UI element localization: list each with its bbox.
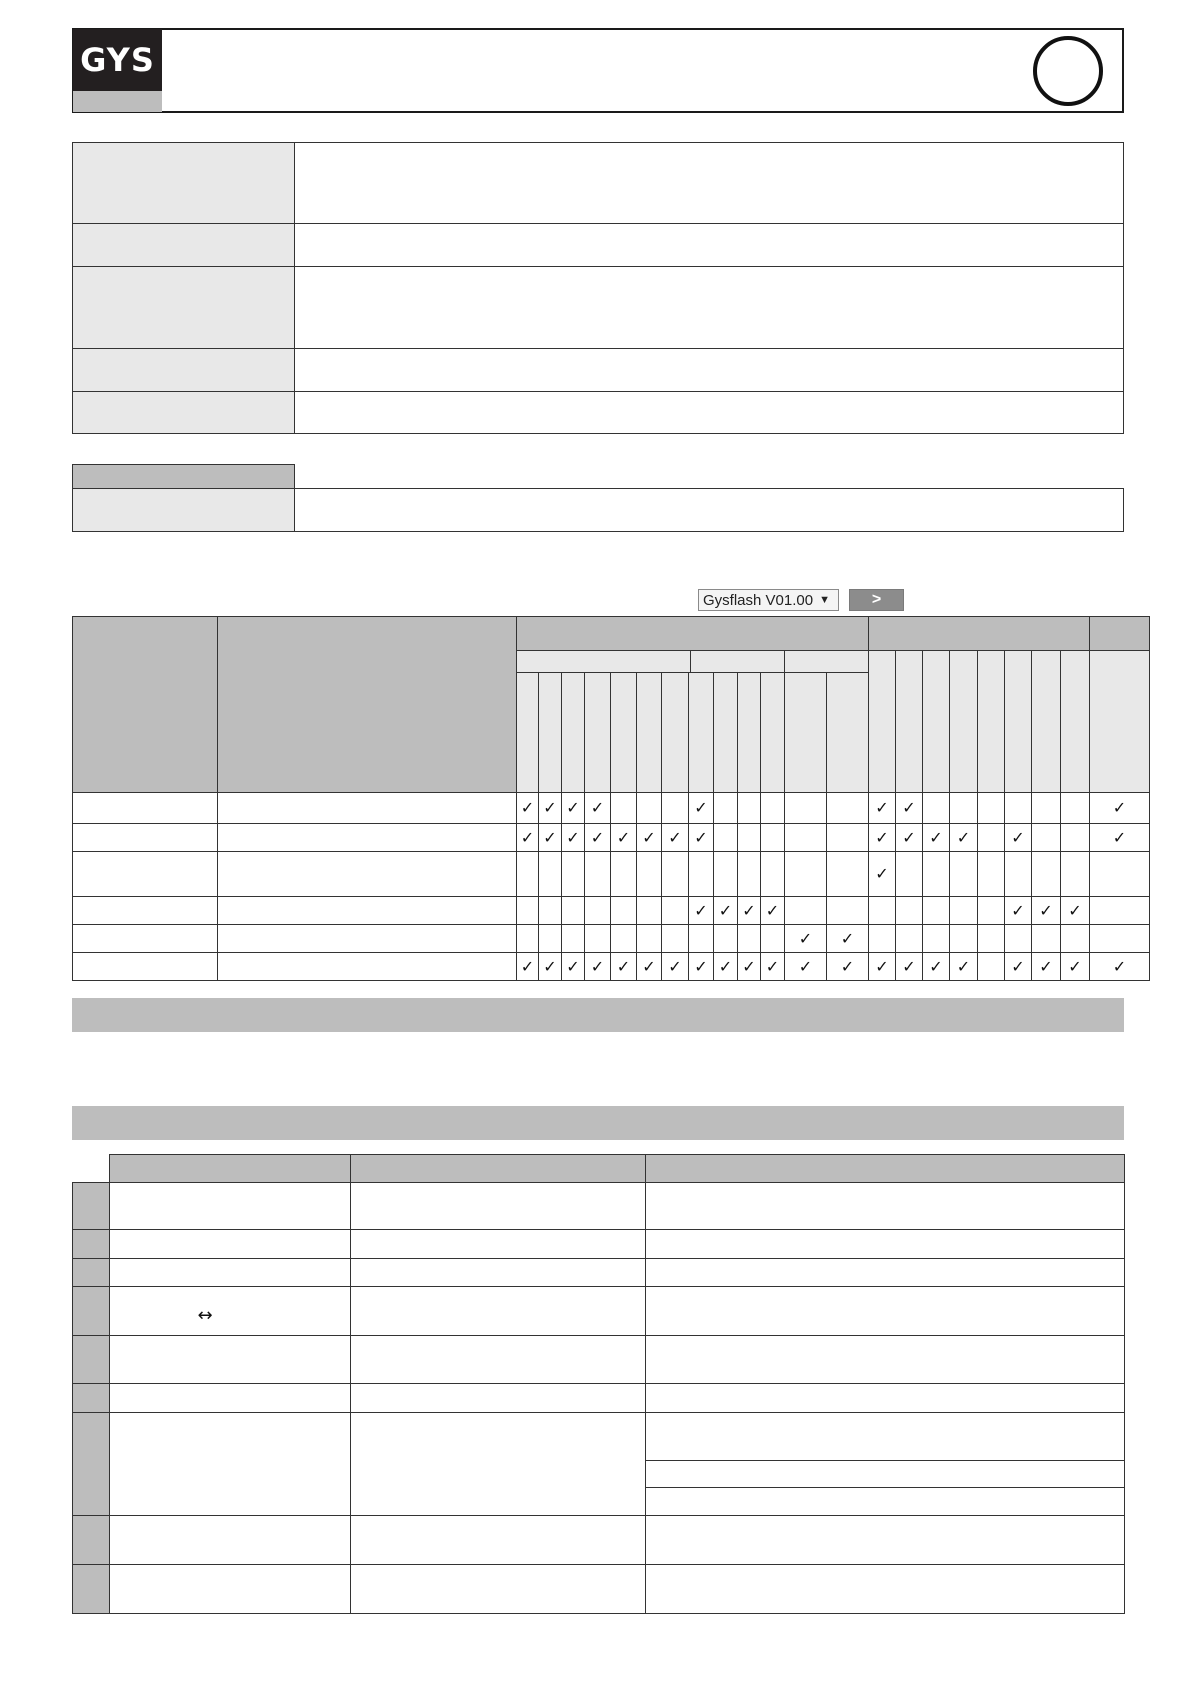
compat-cell xyxy=(538,924,562,953)
bottom-row-7-subrow-3 xyxy=(645,1487,1125,1516)
bottom-row-9-col-1 xyxy=(109,1564,351,1614)
check-icon: ✓ xyxy=(566,827,580,847)
gys-logo xyxy=(73,29,162,112)
compat-cell xyxy=(826,823,869,852)
compat-cell xyxy=(538,851,562,897)
compat-cell xyxy=(610,952,637,981)
bottom-row-4-index xyxy=(72,1286,110,1336)
compat-cell xyxy=(737,896,761,925)
info-value-cell-5 xyxy=(294,391,1124,434)
compat-cell xyxy=(949,851,978,897)
check-icon: ✓ xyxy=(543,956,557,976)
compat-cell xyxy=(561,851,585,897)
compat-cell xyxy=(760,896,785,925)
bottom-row-6-col-2 xyxy=(350,1383,646,1413)
compat-cell xyxy=(895,851,923,897)
bottom-row-8-col-3 xyxy=(645,1515,1125,1565)
compat-cell xyxy=(977,924,1005,953)
compat-cell xyxy=(688,792,714,824)
bottom-row-3-col-3 xyxy=(645,1258,1125,1287)
bottom-row-8-col-2 xyxy=(350,1515,646,1565)
compat-cell xyxy=(713,952,738,981)
info-label-cell-1 xyxy=(72,142,295,224)
compat-cell xyxy=(1060,823,1090,852)
compat-cell xyxy=(868,952,896,981)
compat-col-header-6 xyxy=(636,672,662,793)
compat-cell xyxy=(826,896,869,925)
compat-cell xyxy=(713,792,738,824)
compat-cell xyxy=(516,896,539,925)
compat-col-header-7 xyxy=(661,672,689,793)
compat-cell xyxy=(922,896,950,925)
check-icon: ✓ xyxy=(520,798,535,817)
compat-group-header-3 xyxy=(1089,616,1150,651)
compat-cell xyxy=(1031,792,1061,824)
section-band-1 xyxy=(72,998,1124,1032)
check-icon: ✓ xyxy=(1011,827,1025,847)
bottom-row-9-col-2 xyxy=(350,1564,646,1614)
compat-col-header-9 xyxy=(713,672,738,793)
bottom-row-9-index xyxy=(72,1564,110,1614)
compat-cell xyxy=(516,792,539,824)
compat-cell xyxy=(610,896,637,925)
compat-cell xyxy=(713,896,738,925)
compat-col-header-13 xyxy=(826,672,869,793)
check-icon: ✓ xyxy=(718,900,733,920)
compat-cell xyxy=(949,896,978,925)
compat-cell xyxy=(784,823,827,852)
check-icon: ✓ xyxy=(642,956,656,976)
bottom-row-7-index xyxy=(72,1412,110,1516)
check-icon: ✓ xyxy=(956,827,971,847)
bottom-row-5-index xyxy=(72,1335,110,1384)
bottom-row-8-col-1 xyxy=(109,1515,351,1565)
compat-cell xyxy=(636,924,662,953)
check-icon: ✓ xyxy=(590,798,605,817)
version-select-value: Gysflash V01.00 xyxy=(703,591,814,609)
compat-cell xyxy=(949,924,978,953)
compat-col-header-1 xyxy=(516,672,539,793)
check-icon: ✓ xyxy=(1011,956,1025,976)
compat-cell xyxy=(1089,952,1150,981)
check-icon: ✓ xyxy=(1112,956,1127,976)
compat-col-header-g2-8 xyxy=(1060,650,1090,793)
compat-cell xyxy=(538,792,562,824)
compat-cell xyxy=(1031,896,1061,925)
compat-cell xyxy=(516,851,539,897)
compat-row-1-description xyxy=(217,792,517,824)
compat-cell xyxy=(868,924,896,953)
bottom-header-col-2 xyxy=(350,1154,646,1183)
compat-cell xyxy=(661,851,689,897)
compat-row-5-description xyxy=(217,924,517,953)
info-value-cell-3 xyxy=(294,266,1124,349)
check-icon: ✓ xyxy=(520,827,535,847)
check-icon: ✓ xyxy=(668,827,682,847)
check-icon: ✓ xyxy=(694,798,708,817)
compat-row-5-label xyxy=(72,924,218,953)
compat-cell xyxy=(977,851,1005,897)
bottom-row-8-index xyxy=(72,1515,110,1565)
compat-cell xyxy=(636,952,662,981)
bottom-row-4-col-1 xyxy=(109,1286,351,1336)
check-icon: ✓ xyxy=(642,827,656,847)
compat-row-4-label xyxy=(72,896,218,925)
bottom-row-3-index xyxy=(72,1258,110,1287)
bottom-row-6-col-3 xyxy=(645,1383,1125,1413)
compat-cell xyxy=(784,851,827,897)
compat-row-2-description xyxy=(217,823,517,852)
compat-cell xyxy=(1031,851,1061,897)
check-icon: ✓ xyxy=(1011,900,1025,920)
compat-col-header-g2-4 xyxy=(949,650,978,793)
bottom-row-3-col-2 xyxy=(350,1258,646,1287)
compat-col-header-3 xyxy=(561,672,585,793)
compat-cell xyxy=(636,823,662,852)
bottom-row-1-col-2 xyxy=(350,1182,646,1230)
compat-cell xyxy=(1004,924,1032,953)
compat-cell xyxy=(868,896,896,925)
header-frame xyxy=(72,28,1124,113)
check-icon: ✓ xyxy=(929,956,943,976)
compat-cell xyxy=(561,823,585,852)
compat-cell xyxy=(584,823,611,852)
compat-col-header-12 xyxy=(784,672,827,793)
compat-cell xyxy=(636,896,662,925)
check-icon: ✓ xyxy=(616,956,631,976)
check-icon: ✓ xyxy=(929,827,943,847)
compat-cell xyxy=(1060,792,1090,824)
bottom-header-col-1 xyxy=(109,1154,351,1183)
check-icon: ✓ xyxy=(875,956,889,976)
check-icon: ✓ xyxy=(902,798,916,817)
info-label-cell-3 xyxy=(72,266,295,349)
compat-col-header-11 xyxy=(760,672,785,793)
compat-cell xyxy=(868,792,896,824)
compat-cell xyxy=(1004,792,1032,824)
compat-cell xyxy=(636,851,662,897)
compat-col-header-10 xyxy=(737,672,761,793)
compat-cell xyxy=(737,792,761,824)
compat-cell xyxy=(1004,823,1032,852)
version-select[interactable] xyxy=(698,589,839,611)
compat-cell xyxy=(737,851,761,897)
compat-cell xyxy=(661,924,689,953)
compat-cell xyxy=(1060,896,1090,925)
check-icon: ✓ xyxy=(668,956,682,976)
compat-cell xyxy=(584,851,611,897)
bottom-row-1-col-3 xyxy=(645,1182,1125,1230)
compat-cell xyxy=(922,851,950,897)
compat-cell xyxy=(610,792,637,824)
check-icon: ✓ xyxy=(543,827,557,847)
compat-cell xyxy=(1031,952,1061,981)
compat-cell xyxy=(688,823,714,852)
compat-cell xyxy=(1004,851,1032,897)
compat-cell xyxy=(610,823,637,852)
compat-subgroup-1 xyxy=(516,650,691,673)
compat-header-col-1 xyxy=(72,616,218,793)
compat-cell xyxy=(895,896,923,925)
section-band-2 xyxy=(72,1106,1124,1140)
compat-cell xyxy=(610,924,637,953)
compat-cell xyxy=(737,924,761,953)
check-icon: ✓ xyxy=(875,798,889,817)
compat-row-3-label xyxy=(72,851,218,897)
check-icon: ✓ xyxy=(1039,900,1053,920)
check-icon: ✓ xyxy=(1068,900,1082,920)
compat-cell xyxy=(1004,952,1032,981)
compat-cell xyxy=(826,851,869,897)
compat-cell xyxy=(610,851,637,897)
compat-cell xyxy=(1089,924,1150,953)
check-icon: ✓ xyxy=(694,900,708,920)
compat-cell xyxy=(949,792,978,824)
info-value-cell-2 xyxy=(294,223,1124,267)
compat-row-6-description xyxy=(217,952,517,981)
compat-cell xyxy=(561,952,585,981)
check-icon: ✓ xyxy=(875,864,889,883)
compat-col-header-g2-2 xyxy=(895,650,923,793)
bottom-row-5-col-3 xyxy=(645,1335,1125,1384)
compat-group-header-1 xyxy=(516,616,869,651)
info2-value-cell xyxy=(294,488,1124,532)
compat-cell xyxy=(826,792,869,824)
compat-cell xyxy=(1089,896,1150,925)
compat-cell xyxy=(1089,792,1150,824)
compat-cell xyxy=(922,792,950,824)
compat-group-header-2 xyxy=(868,616,1090,651)
compat-col-header-4 xyxy=(584,672,611,793)
bottom-row-7-col-1 xyxy=(109,1412,351,1516)
compat-cell xyxy=(1031,924,1061,953)
bottom-row-9-col-3 xyxy=(645,1564,1125,1614)
check-icon: ✓ xyxy=(798,928,813,948)
compat-cell xyxy=(688,952,714,981)
check-icon: ✓ xyxy=(566,956,580,976)
compat-cell xyxy=(737,952,761,981)
info-value-cell-4 xyxy=(294,348,1124,392)
compat-col-header-8 xyxy=(688,672,714,793)
bottom-row-2-index xyxy=(72,1229,110,1259)
check-icon: ✓ xyxy=(742,900,756,920)
check-icon: ✓ xyxy=(1039,956,1053,976)
compat-cell xyxy=(584,896,611,925)
compat-cell xyxy=(1060,924,1090,953)
compat-cell xyxy=(784,924,827,953)
compat-cell xyxy=(1004,896,1032,925)
compat-cell xyxy=(895,823,923,852)
bottom-row-3-col-1 xyxy=(109,1258,351,1287)
check-icon: ✓ xyxy=(798,956,813,976)
compat-cell xyxy=(977,952,1005,981)
compat-cell xyxy=(538,896,562,925)
check-icon: ✓ xyxy=(694,827,708,847)
compat-cell xyxy=(826,952,869,981)
compat-cell xyxy=(661,952,689,981)
compat-cell xyxy=(760,792,785,824)
compat-col-header-5 xyxy=(610,672,637,793)
check-icon: ✓ xyxy=(543,798,557,817)
check-icon: ✓ xyxy=(840,956,855,976)
compat-row-2-label xyxy=(72,823,218,852)
bottom-row-7-col-2 xyxy=(350,1412,646,1516)
compat-cell xyxy=(713,851,738,897)
info-label-cell-2 xyxy=(72,223,295,267)
compat-cell xyxy=(760,823,785,852)
compat-cell xyxy=(977,792,1005,824)
next-button[interactable]: > xyxy=(849,589,904,611)
compat-col-header-g2-1 xyxy=(868,650,896,793)
compat-row-4-description xyxy=(217,896,517,925)
compat-col-header-g2-6 xyxy=(1004,650,1032,793)
compat-cell xyxy=(688,896,714,925)
compat-cell xyxy=(977,823,1005,852)
bottom-header-col-3 xyxy=(645,1154,1125,1183)
compat-cell xyxy=(661,792,689,824)
bottom-row-2-col-3 xyxy=(645,1229,1125,1259)
compat-subgroup-3 xyxy=(784,650,869,673)
compat-cell xyxy=(895,952,923,981)
compat-cell xyxy=(868,851,896,897)
language-circle-icon xyxy=(1033,36,1103,106)
compat-cell xyxy=(516,823,539,852)
check-icon: ✓ xyxy=(520,956,535,976)
compat-cell xyxy=(688,851,714,897)
compat-row-1-label xyxy=(72,792,218,824)
compat-cell xyxy=(895,924,923,953)
check-icon: ✓ xyxy=(956,956,971,976)
bottom-row-7-subrow-1 xyxy=(645,1412,1125,1461)
check-icon: ✓ xyxy=(765,956,780,976)
compat-cell xyxy=(561,896,585,925)
bottom-row-6-col-1 xyxy=(109,1383,351,1413)
compat-cell xyxy=(1089,851,1150,897)
compat-cell xyxy=(784,952,827,981)
check-icon: ✓ xyxy=(1112,798,1127,817)
bottom-row-4-col-3 xyxy=(645,1286,1125,1336)
compat-cell xyxy=(1031,823,1061,852)
compat-cell xyxy=(826,924,869,953)
bottom-row-1-index xyxy=(72,1182,110,1230)
compat-cell xyxy=(977,896,1005,925)
compat-cell xyxy=(949,952,978,981)
compat-row-3-description xyxy=(217,851,517,897)
compat-cell xyxy=(760,952,785,981)
compat-cell xyxy=(784,896,827,925)
check-icon: ✓ xyxy=(1112,827,1127,847)
bottom-row-4-col-2 xyxy=(350,1286,646,1336)
info-label-cell-5 xyxy=(72,391,295,434)
compat-cell xyxy=(949,823,978,852)
chevron-down-icon: ▼ xyxy=(819,594,830,606)
bottom-row-2-col-1 xyxy=(109,1229,351,1259)
compat-col-header-g2-7 xyxy=(1031,650,1061,793)
compat-cell xyxy=(561,924,585,953)
compat-cell xyxy=(516,952,539,981)
compat-cell xyxy=(538,823,562,852)
bottom-row-2-col-2 xyxy=(350,1229,646,1259)
compat-col-header-g2-5 xyxy=(977,650,1005,793)
check-icon: ✓ xyxy=(694,956,708,976)
compat-cell xyxy=(895,792,923,824)
logo-text: GYS xyxy=(80,41,155,79)
compat-cell xyxy=(737,823,761,852)
compat-col-header-g2-3 xyxy=(922,650,950,793)
check-icon: ✓ xyxy=(875,827,889,847)
compat-cell xyxy=(636,792,662,824)
swap-arrows-icon: ↔ xyxy=(197,1304,213,1326)
compat-col-header-2 xyxy=(538,672,562,793)
info2-label-cell xyxy=(72,488,295,532)
compat-cell xyxy=(584,952,611,981)
bottom-row-5-col-2 xyxy=(350,1335,646,1384)
compat-cell xyxy=(922,924,950,953)
compat-cell xyxy=(760,851,785,897)
compat-header-col-2 xyxy=(217,616,517,793)
check-icon: ✓ xyxy=(840,928,855,948)
compat-col-header-last xyxy=(1089,650,1150,793)
check-icon: ✓ xyxy=(742,956,756,976)
compat-cell xyxy=(868,823,896,852)
compat-cell xyxy=(760,924,785,953)
compat-row-6-label xyxy=(72,952,218,981)
check-icon: ✓ xyxy=(902,956,916,976)
info-value-cell-1 xyxy=(294,142,1124,224)
check-icon: ✓ xyxy=(718,956,733,976)
bottom-row-7-subrow-2 xyxy=(645,1460,1125,1488)
check-icon: ✓ xyxy=(1068,956,1082,976)
compat-subgroup-2 xyxy=(690,650,785,673)
compat-cell xyxy=(516,924,539,953)
compat-cell xyxy=(584,924,611,953)
compat-cell xyxy=(661,896,689,925)
compat-cell xyxy=(713,924,738,953)
logo-dark-panel xyxy=(73,29,162,91)
check-icon: ✓ xyxy=(590,956,605,976)
check-icon: ✓ xyxy=(765,900,780,920)
compat-cell xyxy=(784,792,827,824)
compat-cell xyxy=(1060,952,1090,981)
check-icon: ✓ xyxy=(566,798,580,817)
bottom-row-5-col-1 xyxy=(109,1335,351,1384)
compat-cell xyxy=(922,823,950,852)
bottom-row-6-index xyxy=(72,1383,110,1413)
compat-cell xyxy=(584,792,611,824)
compat-cell xyxy=(688,924,714,953)
compat-cell xyxy=(713,823,738,852)
info2-header-cell xyxy=(72,464,295,489)
compat-cell xyxy=(1060,851,1090,897)
info-label-cell-4 xyxy=(72,348,295,392)
bottom-row-1-col-1 xyxy=(109,1182,351,1230)
compat-cell xyxy=(538,952,562,981)
compat-cell xyxy=(1089,823,1150,852)
check-icon: ✓ xyxy=(902,827,916,847)
check-icon: ✓ xyxy=(616,827,631,847)
check-icon: ✓ xyxy=(590,827,605,847)
compat-cell xyxy=(922,952,950,981)
compat-cell xyxy=(661,823,689,852)
compat-cell xyxy=(561,792,585,824)
